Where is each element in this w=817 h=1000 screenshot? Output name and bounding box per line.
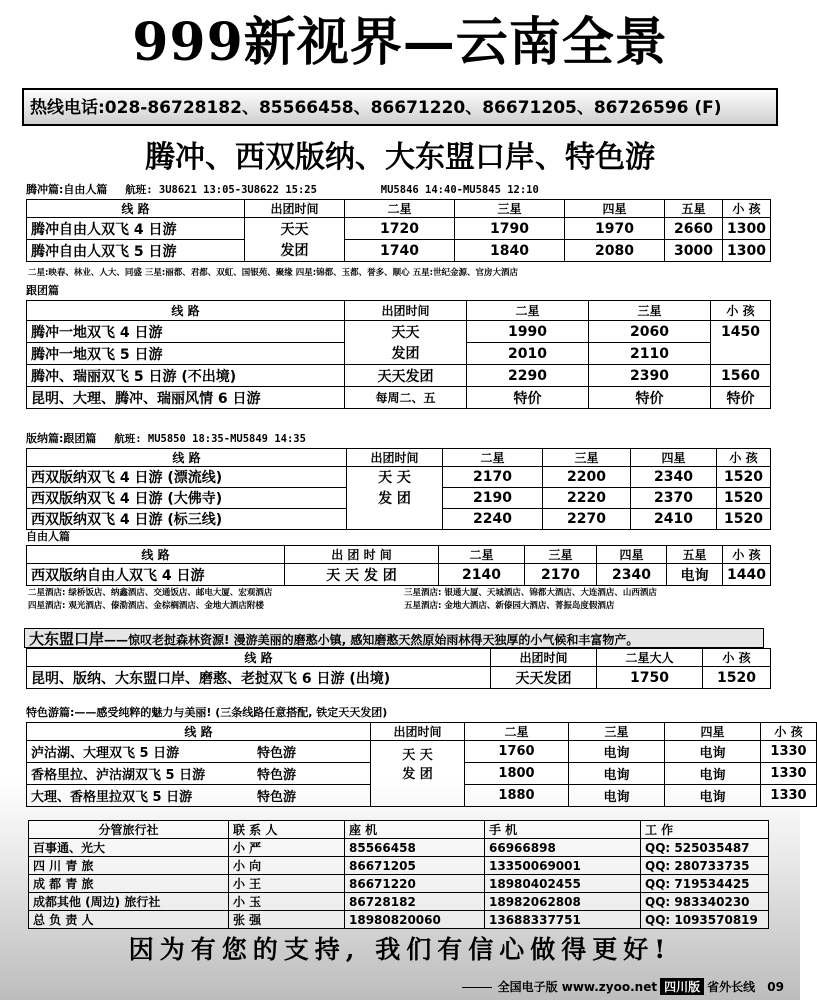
th-kid: 小 孩	[723, 200, 771, 218]
th-agency: 分管旅行社	[29, 821, 229, 839]
price-cell: 1440	[723, 564, 771, 586]
agency-cell: 成 都 青 旅	[29, 875, 229, 893]
th-time: 出团时间	[491, 649, 597, 667]
landline-cell: 85566458	[345, 839, 485, 857]
schedule-cell: 每周二、五	[345, 387, 467, 409]
route-tag: 特色游	[257, 790, 297, 805]
price-cell: 2170	[525, 564, 597, 586]
th-three-star: 三星	[569, 723, 665, 741]
price-cell: 1520	[717, 467, 771, 488]
price-cell: 2290	[467, 365, 589, 387]
tengchong-flight-1: 航班: 3U8621 13:05-3U8622 15:25	[125, 184, 317, 196]
price-cell: 电询	[569, 741, 665, 763]
mobile-cell: 18982062808	[485, 893, 641, 911]
banna-hotels-3star: 三星酒店: 银通大厦、天城酒店、锦都大酒店、大连酒店、山西酒店	[404, 588, 657, 598]
th-two-star: 二星	[443, 449, 543, 467]
th-three-star: 三星	[525, 546, 597, 564]
price-cell: 1760	[465, 741, 569, 763]
tengchong-heading	[26, 183, 539, 197]
qq-cell: QQ: 525035487	[641, 839, 769, 857]
price-cell: 2340	[597, 564, 667, 586]
banna-heading-text: 版纳篇:跟团篇	[26, 432, 97, 445]
table-row	[29, 839, 769, 857]
th-kid: 小 孩	[703, 649, 771, 667]
route-cell	[27, 741, 371, 763]
group-tour-table	[26, 300, 771, 409]
table-row	[27, 763, 817, 785]
schedule-cell: 天 天	[371, 741, 465, 763]
table-row	[29, 893, 769, 911]
th-kid: 小 孩	[723, 546, 771, 564]
price-cell: 2240	[443, 509, 543, 530]
qq-cell: QQ: 1093570819	[641, 911, 769, 929]
table-row	[27, 741, 817, 763]
th-three-star: 三星	[455, 200, 565, 218]
th-kid: 小 孩	[711, 301, 771, 321]
route-cell: 西双版纳自由人双飞 4 日游	[27, 564, 285, 586]
agency-cell: 总 负 责 人	[29, 911, 229, 929]
price-cell: 2370	[631, 488, 717, 509]
route-cell: 腾冲自由人双飞 4 日游	[27, 218, 245, 240]
tengchong-heading-text: 腾冲篇:自由人篇	[26, 183, 108, 196]
th-route: 线 路	[27, 723, 371, 741]
th-contact: 联 系 人	[229, 821, 345, 839]
th-route: 线 路	[27, 449, 347, 467]
group-heading: 跟团篇	[26, 284, 59, 297]
table-row	[27, 365, 771, 387]
special-description: ——感受纯粹的魅力与美丽! (三条线路任意搭配, 铁定天天发团)	[74, 706, 388, 719]
route-name: 泸沽湖、大理双飞 5 日游	[31, 746, 180, 761]
table-row	[27, 509, 771, 530]
price-cell: 2060	[589, 321, 711, 343]
th-five-star: 五星	[667, 546, 723, 564]
dongmeng-heading: 大东盟口岸	[29, 630, 105, 648]
banna-hotels-5star: 五星酒店: 金地大酒店、新傣园大酒店、菁振岛度假酒店	[404, 601, 615, 611]
dongmeng-description: ——惊叹老挝森林资源! 漫游美丽的磨憨小镇, 感知磨憨天然原始雨林得天独厚的小气候和丰富物产。	[104, 633, 639, 647]
agency-cell: 成都其他 (周边) 旅行社	[29, 893, 229, 911]
landline-cell: 86728182	[345, 893, 485, 911]
route-cell: 西双版纳双飞 4 日游 (漂流线)	[27, 467, 347, 488]
price-cell: 2010	[467, 343, 589, 365]
th-three-star: 三星	[543, 449, 631, 467]
th-kid: 小 孩	[717, 449, 771, 467]
price-cell: 3000	[665, 240, 723, 262]
th-time: 出团时间	[371, 723, 465, 741]
route-cell: 腾冲自由人双飞 5 日游	[27, 240, 245, 262]
price-cell: 2200	[543, 467, 631, 488]
price-cell: 电询	[667, 564, 723, 586]
route-tag: 特色游	[257, 768, 297, 783]
schedule-cell: 天 天	[347, 467, 443, 488]
price-cell: 电询	[569, 785, 665, 807]
price-cell: 特价	[711, 387, 771, 409]
price-cell: 特价	[589, 387, 711, 409]
tengchong-free-table	[26, 199, 771, 262]
qq-cell: QQ: 719534425	[641, 875, 769, 893]
special-heading-text: 特色游篇:	[26, 706, 75, 719]
page-footer	[462, 978, 784, 995]
price-cell: 1720	[345, 218, 455, 240]
route-cell	[27, 763, 371, 785]
mobile-cell: 13350069001	[485, 857, 641, 875]
closing-slogan: 因为有您的支持, 我们有信心做得更好!	[128, 935, 672, 964]
schedule-cell: 天 天 发 团	[285, 564, 439, 586]
qq-cell: QQ: 280733735	[641, 857, 769, 875]
price-cell: 1520	[717, 488, 771, 509]
price-cell: 1990	[467, 321, 589, 343]
schedule-cell: 天天	[245, 218, 345, 240]
price-cell: 2340	[631, 467, 717, 488]
th-four-star: 四星	[597, 546, 667, 564]
th-two-star: 二星	[439, 546, 525, 564]
banna-hotels-2star: 二星酒店: 绿桥饭店、纳鑫酒店、交通饭店、邮电大厦、宏观酒店	[28, 588, 273, 598]
th-four-star: 四星	[665, 723, 761, 741]
th-route: 线 路	[27, 649, 491, 667]
route-name: 香格里拉、泸沽湖双飞 5 日游	[31, 768, 206, 783]
price-cell: 1330	[761, 763, 817, 785]
route-cell: 腾冲一地双飞 4 日游	[27, 321, 345, 343]
banna-free-heading: 自由人篇	[26, 530, 70, 543]
landline-cell: 86671220	[345, 875, 485, 893]
price-cell: 1300	[723, 240, 771, 262]
hotline-bar: 热线电话:028-86728182、85566458、86671220、86671205、86726596 (F)	[22, 88, 778, 126]
table-row	[29, 857, 769, 875]
footer-site: 全国电子版 www.zyoo.net	[497, 980, 658, 994]
price-cell: 特价	[467, 387, 589, 409]
contact-cell: 小 玉	[229, 893, 345, 911]
table-row	[29, 911, 769, 929]
table-row	[27, 321, 771, 343]
price-cell: 1330	[761, 785, 817, 807]
th-five-star: 五星	[665, 200, 723, 218]
footer-edition: 四川版	[660, 978, 704, 995]
route-cell: 腾冲、瑞丽双飞 5 日游 (不出境)	[27, 365, 345, 387]
th-three-star: 三星	[589, 301, 711, 321]
special-tour-table	[26, 722, 817, 807]
price-cell: 2080	[565, 240, 665, 262]
price-cell: 1790	[455, 218, 565, 240]
price-cell: 1560	[711, 365, 771, 387]
price-cell: 电询	[569, 763, 665, 785]
th-work: 工 作	[641, 821, 769, 839]
price-cell: 2410	[631, 509, 717, 530]
th-time: 出团时间	[345, 301, 467, 321]
price-cell: 1750	[597, 667, 703, 689]
price-cell: 2660	[665, 218, 723, 240]
price-cell: 1520	[717, 509, 771, 530]
price-cell: 电询	[665, 741, 761, 763]
th-four-star: 四星	[631, 449, 717, 467]
agency-cell: 百事通、光大	[29, 839, 229, 857]
landline-cell: 86671205	[345, 857, 485, 875]
th-mobile: 手 机	[485, 821, 641, 839]
agency-cell: 四 川 青 旅	[29, 857, 229, 875]
banna-heading	[26, 432, 306, 446]
schedule-cell: 天天	[345, 321, 467, 343]
th-route: 线 路	[27, 301, 345, 321]
table-row	[29, 875, 769, 893]
price-cell: 2190	[443, 488, 543, 509]
th-kid: 小 孩	[761, 723, 817, 741]
dongmeng-table	[26, 648, 771, 689]
banna-flight: 航班: MU5850 18:35-MU5849 14:35	[114, 433, 306, 445]
th-two-star: 二星	[345, 200, 455, 218]
table-row	[27, 564, 771, 586]
price-cell: 1970	[565, 218, 665, 240]
schedule-cell: 发团	[245, 240, 345, 262]
footer-section: 省外长线	[707, 980, 756, 994]
footer-page-number: 09	[767, 980, 784, 994]
contact-cell: 小 严	[229, 839, 345, 857]
th-landline: 座 机	[345, 821, 485, 839]
route-cell: 昆明、大理、腾冲、瑞丽风情 6 日游	[27, 387, 345, 409]
footer-rule	[462, 987, 492, 988]
schedule-cell: 天天发团	[345, 365, 467, 387]
price-cell: 1740	[345, 240, 455, 262]
contacts-table	[28, 820, 769, 929]
table-row	[27, 488, 771, 509]
banna-hotels-4star: 四星酒店: 观光酒店、傣泐酒店、金棕榈酒店、金地大酒店附楼	[28, 601, 264, 611]
schedule-cell: 天天发团	[491, 667, 597, 689]
price-cell: 2220	[543, 488, 631, 509]
price-cell: 1300	[723, 218, 771, 240]
th-two-star-adult: 二星大人	[597, 649, 703, 667]
mobile-cell: 18980402455	[485, 875, 641, 893]
th-route: 线 路	[27, 200, 245, 218]
th-time: 出 团 时 间	[285, 546, 439, 564]
table-row	[27, 667, 771, 689]
tengchong-flight-2: MU5846 14:40-MU5845 12:10	[380, 184, 539, 196]
price-cell: 2270	[543, 509, 631, 530]
table-row	[27, 240, 771, 262]
mobile-cell: 66966898	[485, 839, 641, 857]
route-cell: 西双版纳双飞 4 日游 (大佛寺)	[27, 488, 347, 509]
route-cell: 腾冲一地双飞 5 日游	[27, 343, 345, 365]
price-cell: 2390	[589, 365, 711, 387]
price-cell	[711, 343, 771, 365]
price-cell: 1880	[465, 785, 569, 807]
th-two-star: 二星	[465, 723, 569, 741]
schedule-cell: 发 团	[371, 763, 465, 785]
schedule-cell: 发 团	[347, 488, 443, 509]
page-title: 999新视界—云南全景	[132, 12, 668, 73]
price-cell: 电询	[665, 763, 761, 785]
th-route: 线 路	[27, 546, 285, 564]
route-name: 大理、香格里拉双飞 5 日游	[31, 790, 193, 805]
contact-cell: 小 向	[229, 857, 345, 875]
th-four-star: 四星	[565, 200, 665, 218]
contact-cell: 张 强	[229, 911, 345, 929]
banna-group-table	[26, 448, 771, 530]
th-two-star: 二星	[467, 301, 589, 321]
table-row	[27, 467, 771, 488]
route-tag: 特色游	[257, 746, 297, 761]
price-cell: 1520	[703, 667, 771, 689]
route-cell: 昆明、版纳、大东盟口岸、磨憨、老挝双飞 6 日游 (出境)	[27, 667, 491, 689]
mobile-cell: 13688337751	[485, 911, 641, 929]
contact-cell: 小 王	[229, 875, 345, 893]
price-cell: 1840	[455, 240, 565, 262]
table-row	[27, 785, 817, 807]
th-time: 出团时间	[347, 449, 443, 467]
th-time: 出团时间	[245, 200, 345, 218]
special-heading	[26, 706, 387, 720]
price-cell: 电询	[665, 785, 761, 807]
route-cell	[27, 785, 371, 807]
table-row	[27, 343, 771, 365]
price-cell: 2170	[443, 467, 543, 488]
destinations-banner: 腾冲、西双版纳、大东盟口岸、特色游	[145, 140, 655, 175]
qq-cell: QQ: 983340230	[641, 893, 769, 911]
tengchong-hotels-note: 二星:映春、林业、人大、同盛 三星:丽都、君都、双虹、国银苑、聚缘 四星:锦都、玉都、誉多、顺心 五星:世纪金源、官房大酒店	[28, 268, 518, 278]
dongmeng-heading-bar	[24, 628, 764, 648]
landline-cell: 18980820060	[345, 911, 485, 929]
price-cell: 2140	[439, 564, 525, 586]
table-row	[27, 218, 771, 240]
route-cell: 西双版纳双飞 4 日游 (标三线)	[27, 509, 347, 530]
price-cell: 1330	[761, 741, 817, 763]
price-cell: 2110	[589, 343, 711, 365]
schedule-cell: 发团	[345, 343, 467, 365]
banna-free-table	[26, 545, 771, 586]
price-cell: 1450	[711, 321, 771, 343]
table-row	[27, 387, 771, 409]
schedule-cell	[371, 785, 465, 807]
schedule-cell	[347, 509, 443, 530]
price-cell: 1800	[465, 763, 569, 785]
